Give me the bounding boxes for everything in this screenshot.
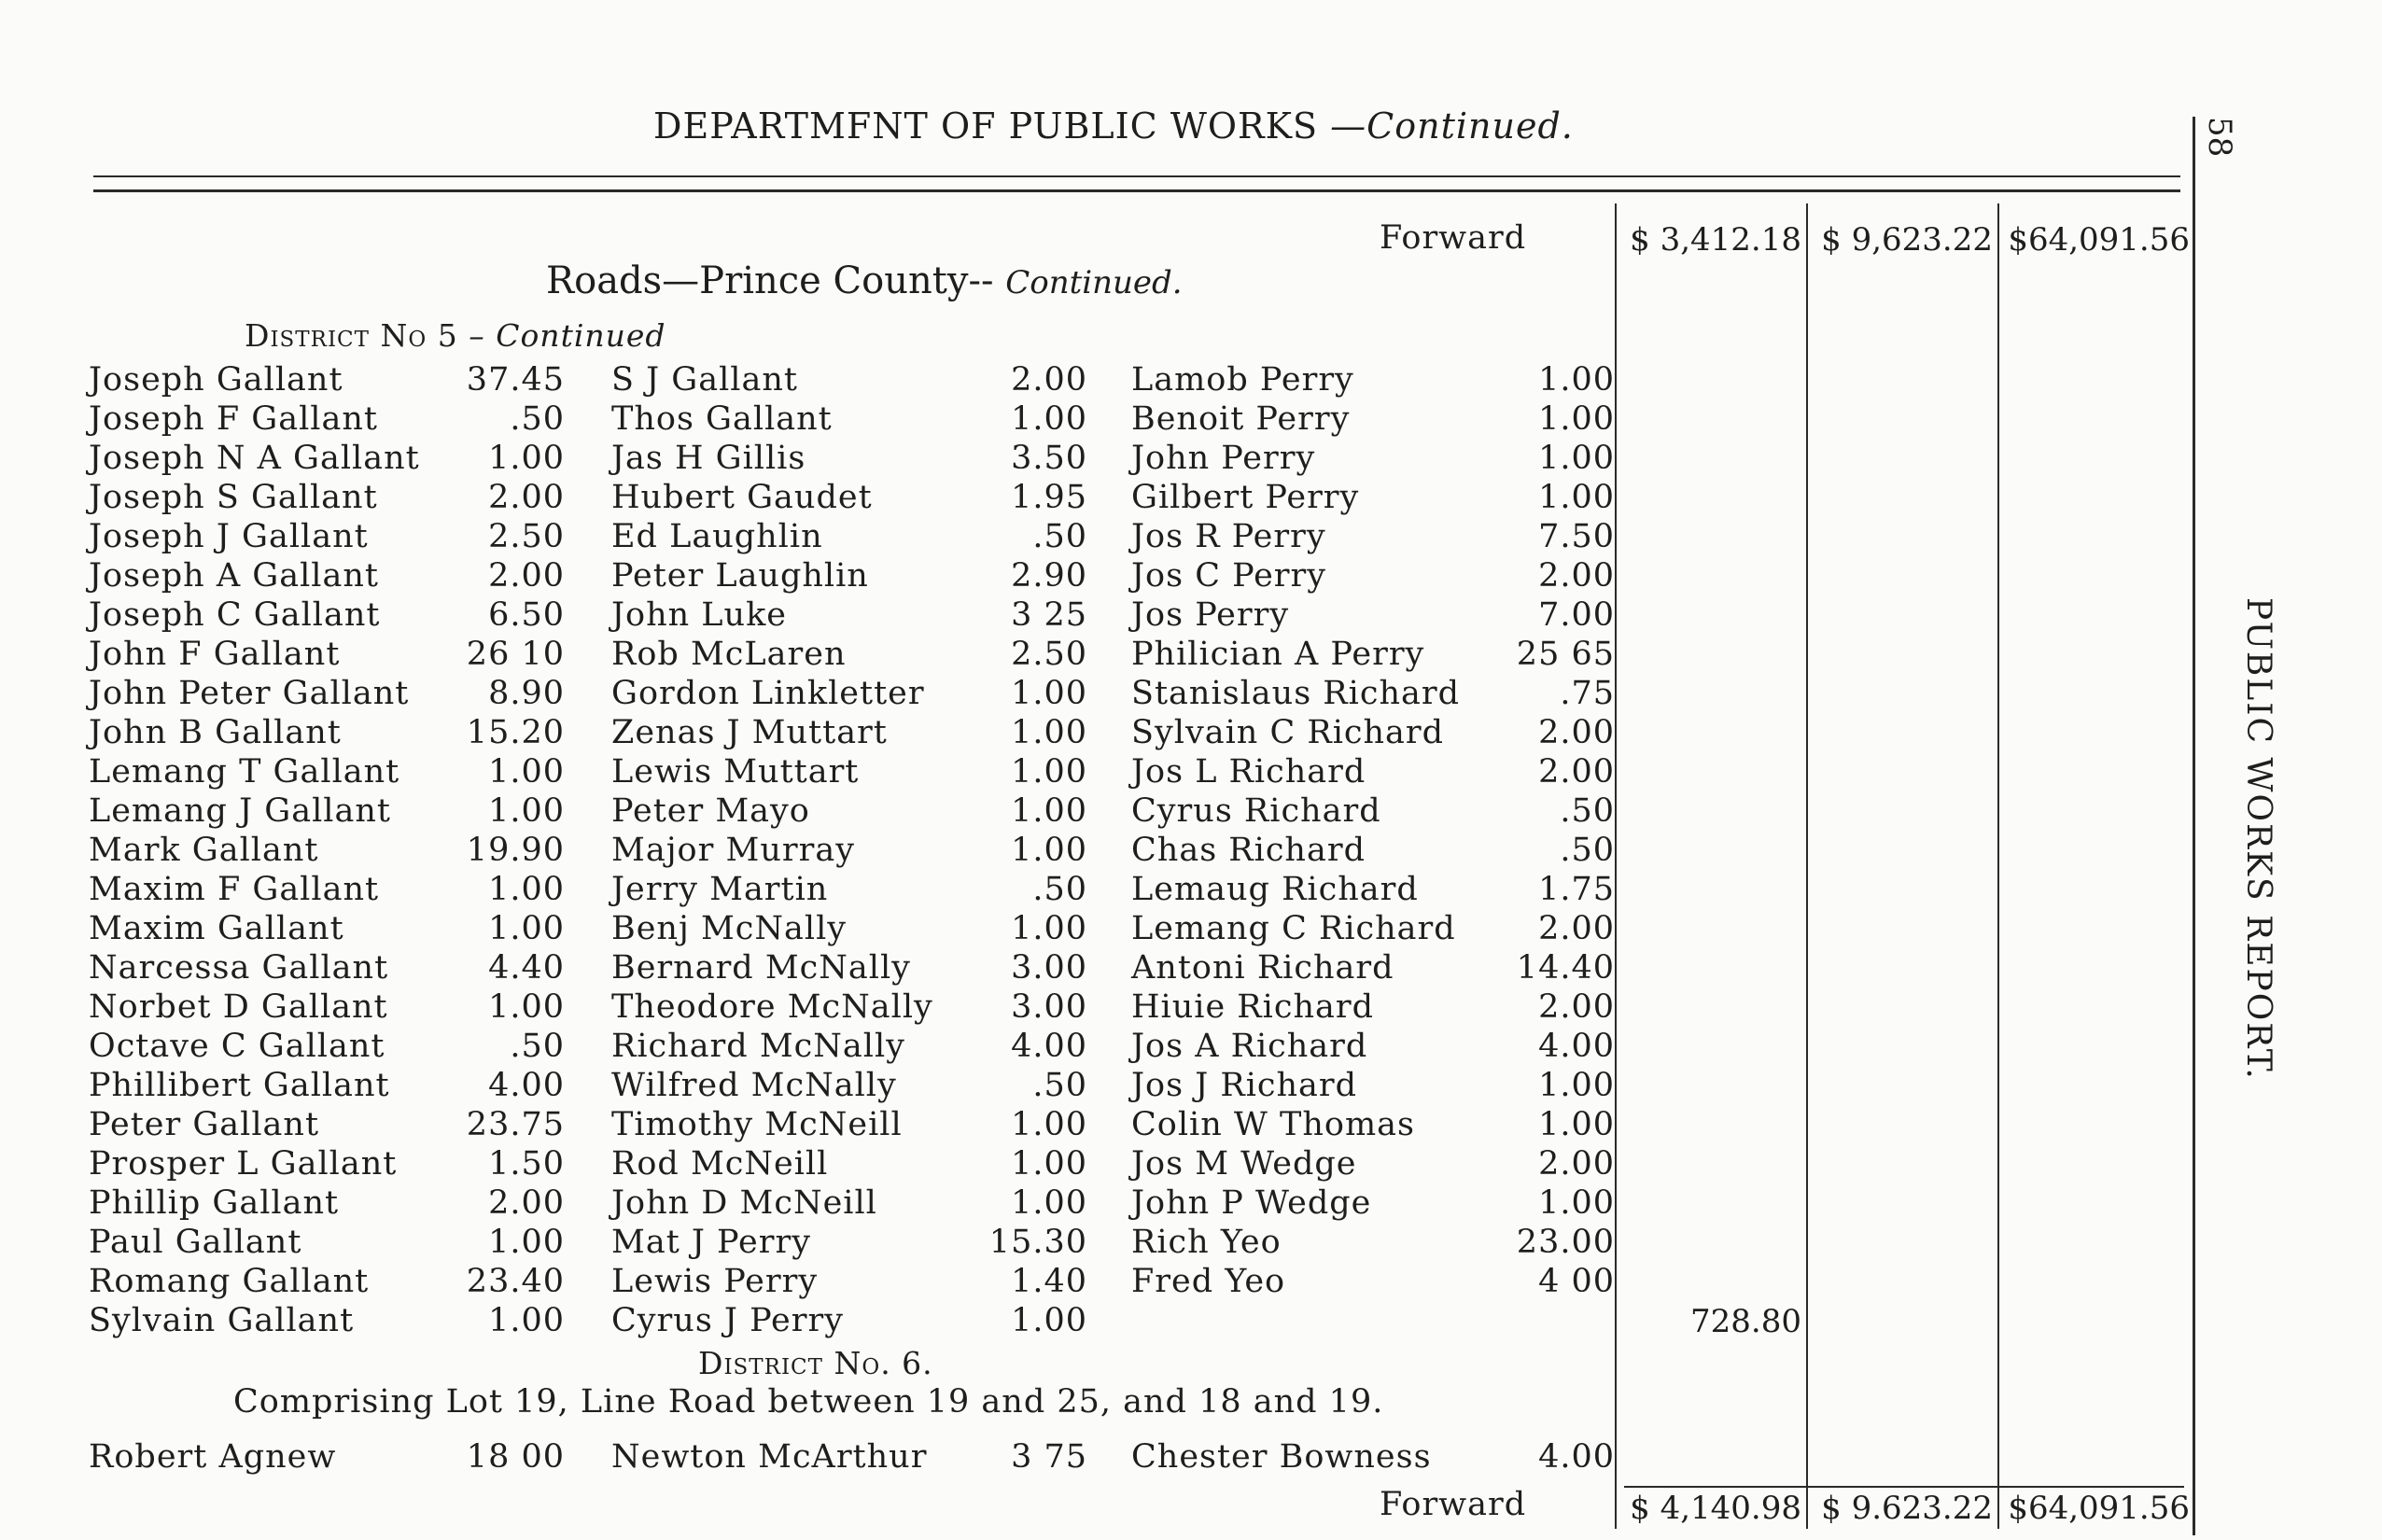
entry-name: Jos Perry bbox=[1131, 596, 1290, 634]
entry-amount: 1.00 bbox=[488, 1302, 565, 1339]
entry-name: Bernard McNally bbox=[611, 949, 911, 987]
forward-top-col1: $ 3,412.18 bbox=[1630, 221, 1801, 259]
entry-amount: 26 10 bbox=[466, 636, 565, 673]
entry-name: Lemaug Richard bbox=[1131, 871, 1419, 908]
entry-name: Jos R Perry bbox=[1131, 518, 1326, 555]
entry-name: Jos C Perry bbox=[1131, 557, 1327, 595]
table-row bbox=[0, 1027, 1615, 1066]
page-header bbox=[653, 105, 1574, 147]
entry-amount: 2.00 bbox=[1538, 753, 1615, 791]
entry-amount: .50 bbox=[510, 400, 565, 438]
entry-amount: 1.50 bbox=[488, 1145, 565, 1183]
entry-name: Lewis Perry bbox=[611, 1263, 819, 1300]
entry-name: Octave C Gallant bbox=[89, 1028, 385, 1065]
entry-amount: 1.00 bbox=[1011, 675, 1087, 712]
entry-amount: 2.00 bbox=[1011, 361, 1087, 399]
entry-name: Lewis Muttart bbox=[611, 753, 860, 791]
entry-amount: 1.00 bbox=[1538, 479, 1615, 516]
entry-amount: 1.00 bbox=[488, 1224, 565, 1261]
entry-amount: 1.00 bbox=[1538, 1106, 1615, 1143]
entry-amount: 4.40 bbox=[488, 949, 565, 987]
entry-amount: .50 bbox=[1032, 518, 1087, 555]
entry-amount: .75 bbox=[1560, 675, 1615, 712]
column-rule-1 bbox=[1615, 203, 1617, 1529]
entry-name: Narcessa Gallant bbox=[89, 949, 389, 987]
entry-name: Chester Bowness bbox=[1131, 1438, 1432, 1476]
entry-amount: 1.00 bbox=[488, 910, 565, 947]
entry-name: Prosper L Gallant bbox=[89, 1145, 398, 1183]
forward-bottom-col2: $ 9.623.22 bbox=[1821, 1490, 1993, 1527]
entry-name: Hiuie Richard bbox=[1131, 988, 1374, 1026]
table-row bbox=[0, 1066, 1615, 1105]
entry-amount: 3 25 bbox=[1011, 596, 1087, 634]
entry-name: Lemang J Gallant bbox=[89, 792, 391, 830]
entry-amount: 1.00 bbox=[488, 988, 565, 1026]
entry-name: Jas H Gillis bbox=[611, 440, 806, 477]
entry-name: Stanislaus Richard bbox=[1131, 675, 1460, 712]
entry-amount: 1.75 bbox=[1538, 871, 1615, 908]
entry-name: Paul Gallant bbox=[89, 1224, 302, 1261]
entry-name: John D McNeill bbox=[611, 1184, 877, 1222]
entry-amount: 15.20 bbox=[466, 714, 565, 751]
entry-amount: 1.00 bbox=[1011, 1145, 1087, 1183]
entry-name: Newton McArthur bbox=[611, 1438, 928, 1476]
entry-name: Zenas J Muttart bbox=[611, 714, 888, 751]
table-row bbox=[0, 713, 1615, 752]
entry-amount: 1.00 bbox=[488, 871, 565, 908]
table-row bbox=[0, 674, 1615, 713]
table-row bbox=[0, 1183, 1615, 1223]
table-row bbox=[0, 1437, 1615, 1477]
entry-amount: 2.00 bbox=[1538, 910, 1615, 947]
table-row bbox=[0, 360, 1615, 399]
entry-amount: 8.90 bbox=[488, 675, 565, 712]
table-row bbox=[0, 1144, 1615, 1183]
table-row bbox=[0, 948, 1615, 987]
header-rule-top bbox=[93, 175, 2180, 177]
entry-name: Robert Agnew bbox=[89, 1438, 337, 1476]
entry-name: Benoit Perry bbox=[1131, 400, 1351, 438]
entry-amount: 19.90 bbox=[466, 832, 565, 869]
entry-name: Phillibert Gallant bbox=[89, 1067, 390, 1104]
entry-name: Peter Mayo bbox=[611, 792, 810, 830]
entry-amount: 1.00 bbox=[1011, 1302, 1087, 1339]
district6-comprising: Comprising Lot 19, Line Road between 19 and 25, and 18 and 19. bbox=[233, 1383, 1384, 1421]
entry-name: Peter Laughlin bbox=[611, 557, 869, 595]
entry-name: Jos J Richard bbox=[1131, 1067, 1358, 1104]
entry-name: Jerry Martin bbox=[611, 871, 829, 908]
entry-amount: .50 bbox=[1032, 1067, 1087, 1104]
entry-name: Jos M Wedge bbox=[1131, 1145, 1357, 1183]
entry-name: Gordon Linkletter bbox=[611, 675, 925, 712]
table-row bbox=[0, 831, 1615, 870]
entry-amount: 18 00 bbox=[466, 1438, 565, 1476]
entry-name: Sylvain Gallant bbox=[89, 1302, 355, 1339]
entry-amount: 7.00 bbox=[1538, 596, 1615, 634]
forward-bottom-col1: $ 4,140.98 bbox=[1630, 1490, 1801, 1527]
forward-top-col2: $ 9,623.22 bbox=[1821, 221, 1993, 259]
column-rule-3 bbox=[1997, 203, 1999, 1529]
entry-name: Mat J Perry bbox=[611, 1224, 811, 1261]
entry-amount: 1.00 bbox=[1538, 1067, 1615, 1104]
entry-amount: 1.00 bbox=[1011, 714, 1087, 751]
entry-amount: 4.00 bbox=[1538, 1028, 1615, 1065]
district6-heading: District No. 6. bbox=[698, 1345, 933, 1381]
entry-name: Wilfred McNally bbox=[611, 1067, 897, 1104]
entry-amount: 3.00 bbox=[1011, 988, 1087, 1026]
column-rule-2 bbox=[1806, 203, 1808, 1529]
side-title: PUBLIC WORKS REPORT. bbox=[2239, 597, 2277, 1081]
entry-amount: 15.30 bbox=[988, 1224, 1087, 1261]
entry-amount: 1.00 bbox=[1011, 753, 1087, 791]
table-row bbox=[0, 399, 1615, 439]
header-continued: —Continued. bbox=[1330, 105, 1574, 147]
entry-name: Joseph J Gallant bbox=[89, 518, 369, 555]
forward-bottom-col3: $64,091.56 bbox=[2008, 1490, 2190, 1527]
entry-name: John Luke bbox=[611, 596, 788, 634]
entry-amount: 1.95 bbox=[1011, 479, 1087, 516]
table-row bbox=[0, 1105, 1615, 1144]
entry-amount: 2.50 bbox=[1011, 636, 1087, 673]
entry-amount: 2.90 bbox=[1011, 557, 1087, 595]
entry-amount: 1.00 bbox=[1538, 440, 1615, 477]
table-row bbox=[0, 909, 1615, 948]
entry-amount: 2.00 bbox=[488, 479, 565, 516]
entry-name: Theodore McNally bbox=[611, 988, 933, 1026]
entry-amount: 3.00 bbox=[1011, 949, 1087, 987]
entry-name: Rod McNeill bbox=[611, 1145, 829, 1183]
entry-amount: 2.00 bbox=[488, 557, 565, 595]
total-rule bbox=[1624, 1486, 2184, 1488]
entry-name: Joseph S Gallant bbox=[89, 479, 378, 516]
entry-name: Cyrus Richard bbox=[1131, 792, 1381, 830]
entry-name: Maxim F Gallant bbox=[89, 871, 380, 908]
entry-amount: 1.40 bbox=[1011, 1263, 1087, 1300]
table-row bbox=[0, 478, 1615, 517]
entry-amount: 1.00 bbox=[1011, 832, 1087, 869]
entry-name: Major Murray bbox=[611, 832, 855, 869]
entry-amount: 4.00 bbox=[488, 1067, 565, 1104]
table-row bbox=[0, 635, 1615, 674]
entry-amount: 25 65 bbox=[1516, 636, 1615, 673]
entry-name: John B Gallant bbox=[89, 714, 342, 751]
section-title bbox=[546, 259, 1183, 302]
entry-amount: .50 bbox=[510, 1028, 565, 1065]
entry-amount: .50 bbox=[1560, 792, 1615, 830]
vertical-margin-rule bbox=[2193, 117, 2195, 1535]
entry-name: Lemang T Gallant bbox=[89, 753, 400, 791]
district5-heading-text: District No 5 bbox=[245, 317, 458, 354]
entry-name: Phillip Gallant bbox=[89, 1184, 340, 1222]
entry-name: Lemang C Richard bbox=[1131, 910, 1456, 947]
entry-name: Rob McLaren bbox=[611, 636, 847, 673]
table-row bbox=[0, 1223, 1615, 1262]
entry-name: Chas Richard bbox=[1131, 832, 1366, 869]
table-row bbox=[0, 987, 1615, 1027]
entry-name: Jos A Richard bbox=[1131, 1028, 1368, 1065]
entry-name: Joseph N A Gallant bbox=[89, 440, 420, 477]
entry-name: Gilbert Perry bbox=[1131, 479, 1360, 516]
entry-name: Cyrus J Perry bbox=[611, 1302, 844, 1339]
entry-name: Romang Gallant bbox=[89, 1263, 370, 1300]
entry-amount: 23.00 bbox=[1516, 1224, 1615, 1261]
entry-amount: 4.00 bbox=[1011, 1028, 1087, 1065]
entry-name: Sylvain C Richard bbox=[1131, 714, 1445, 751]
entry-name: S J Gallant bbox=[611, 361, 798, 399]
entry-name: Joseph Gallant bbox=[89, 361, 343, 399]
entry-amount: 37.45 bbox=[466, 361, 565, 399]
entry-amount: 1.00 bbox=[1011, 400, 1087, 438]
district5-heading bbox=[245, 317, 666, 354]
entry-name: Joseph F Gallant bbox=[89, 400, 378, 438]
page-number: 58 bbox=[2201, 117, 2238, 158]
entry-name: Rich Yeo bbox=[1131, 1224, 1282, 1261]
entry-name: Joseph C Gallant bbox=[89, 596, 381, 634]
header-rule-bottom bbox=[93, 189, 2180, 192]
entry-amount: 2.00 bbox=[1538, 557, 1615, 595]
entry-name: Norbet D Gallant bbox=[89, 988, 388, 1026]
entry-amount: .50 bbox=[1032, 871, 1087, 908]
table-row bbox=[0, 1262, 1615, 1301]
entry-name: Joseph A Gallant bbox=[89, 557, 379, 595]
table-row bbox=[0, 556, 1615, 595]
table-row bbox=[0, 439, 1615, 478]
table-row bbox=[0, 595, 1615, 635]
entry-amount: 1.00 bbox=[1538, 400, 1615, 438]
entry-name: Antoni Richard bbox=[1131, 949, 1394, 987]
entry-name: Timothy McNeill bbox=[611, 1106, 903, 1143]
entry-name: Philician A Perry bbox=[1131, 636, 1425, 673]
table-row bbox=[0, 791, 1615, 831]
entry-name: Ed Laughlin bbox=[611, 518, 823, 555]
section-title-continued: Continued. bbox=[1005, 264, 1183, 301]
entry-amount: 23.40 bbox=[466, 1263, 565, 1300]
entry-name: Fred Yeo bbox=[1131, 1263, 1286, 1300]
section-title-main: Roads—Prince County-- bbox=[546, 259, 994, 302]
district5-subtotal: 728.80 bbox=[1690, 1303, 1801, 1340]
header-title: DEPARTMFNT OF PUBLIC WORKS bbox=[653, 105, 1319, 147]
entry-amount: 3 75 bbox=[1011, 1438, 1087, 1476]
entry-amount: 6.50 bbox=[488, 596, 565, 634]
entry-name: Hubert Gaudet bbox=[611, 479, 873, 516]
entry-name: Mark Gallant bbox=[89, 832, 319, 869]
entry-amount: 2.00 bbox=[1538, 714, 1615, 751]
entry-amount: 2.50 bbox=[488, 518, 565, 555]
entry-amount: 14.40 bbox=[1516, 949, 1615, 987]
forward-bottom-label: Forward bbox=[1380, 1486, 1527, 1523]
entry-amount: 3.50 bbox=[1011, 440, 1087, 477]
entry-amount: 7.50 bbox=[1538, 518, 1615, 555]
entry-amount: 1.00 bbox=[488, 792, 565, 830]
entry-amount: 4.00 bbox=[1538, 1438, 1615, 1476]
entry-amount: 2.00 bbox=[488, 1184, 565, 1222]
entry-amount: 4 00 bbox=[1538, 1263, 1615, 1300]
forward-top-label: Forward bbox=[1380, 219, 1527, 257]
entry-name: Maxim Gallant bbox=[89, 910, 344, 947]
entry-name: John F Gallant bbox=[89, 636, 341, 673]
entry-amount: 2.00 bbox=[1538, 1145, 1615, 1183]
entry-name: Benj McNally bbox=[611, 910, 848, 947]
entry-amount: 1.00 bbox=[488, 753, 565, 791]
entry-name: John P Wedge bbox=[1131, 1184, 1372, 1222]
table-row bbox=[0, 1301, 1615, 1340]
table-row bbox=[0, 517, 1615, 556]
forward-top-col3: $64,091.56 bbox=[2008, 221, 2190, 259]
entry-name: Colin W Thomas bbox=[1131, 1106, 1415, 1143]
entry-amount: 1.00 bbox=[488, 440, 565, 477]
entry-amount: 2.00 bbox=[1538, 988, 1615, 1026]
entry-amount: 23.75 bbox=[466, 1106, 565, 1143]
entry-amount: 1.00 bbox=[1011, 792, 1087, 830]
entry-name: John Perry bbox=[1131, 440, 1316, 477]
entry-name: Peter Gallant bbox=[89, 1106, 320, 1143]
table-row bbox=[0, 870, 1615, 909]
entry-amount: 1.00 bbox=[1011, 910, 1087, 947]
entry-name: John Peter Gallant bbox=[89, 675, 410, 712]
entry-amount: 1.00 bbox=[1538, 1184, 1615, 1222]
district5-continued: – Continued bbox=[469, 317, 666, 354]
entry-name: Richard McNally bbox=[611, 1028, 905, 1065]
entry-name: Lamob Perry bbox=[1131, 361, 1354, 399]
entry-name: Thos Gallant bbox=[611, 400, 833, 438]
entry-amount: 1.00 bbox=[1538, 361, 1615, 399]
table-row bbox=[0, 752, 1615, 791]
entry-amount: 1.00 bbox=[1011, 1184, 1087, 1222]
entry-name: Jos L Richard bbox=[1131, 753, 1366, 791]
entry-amount: 1.00 bbox=[1011, 1106, 1087, 1143]
entry-amount: .50 bbox=[1560, 832, 1615, 869]
